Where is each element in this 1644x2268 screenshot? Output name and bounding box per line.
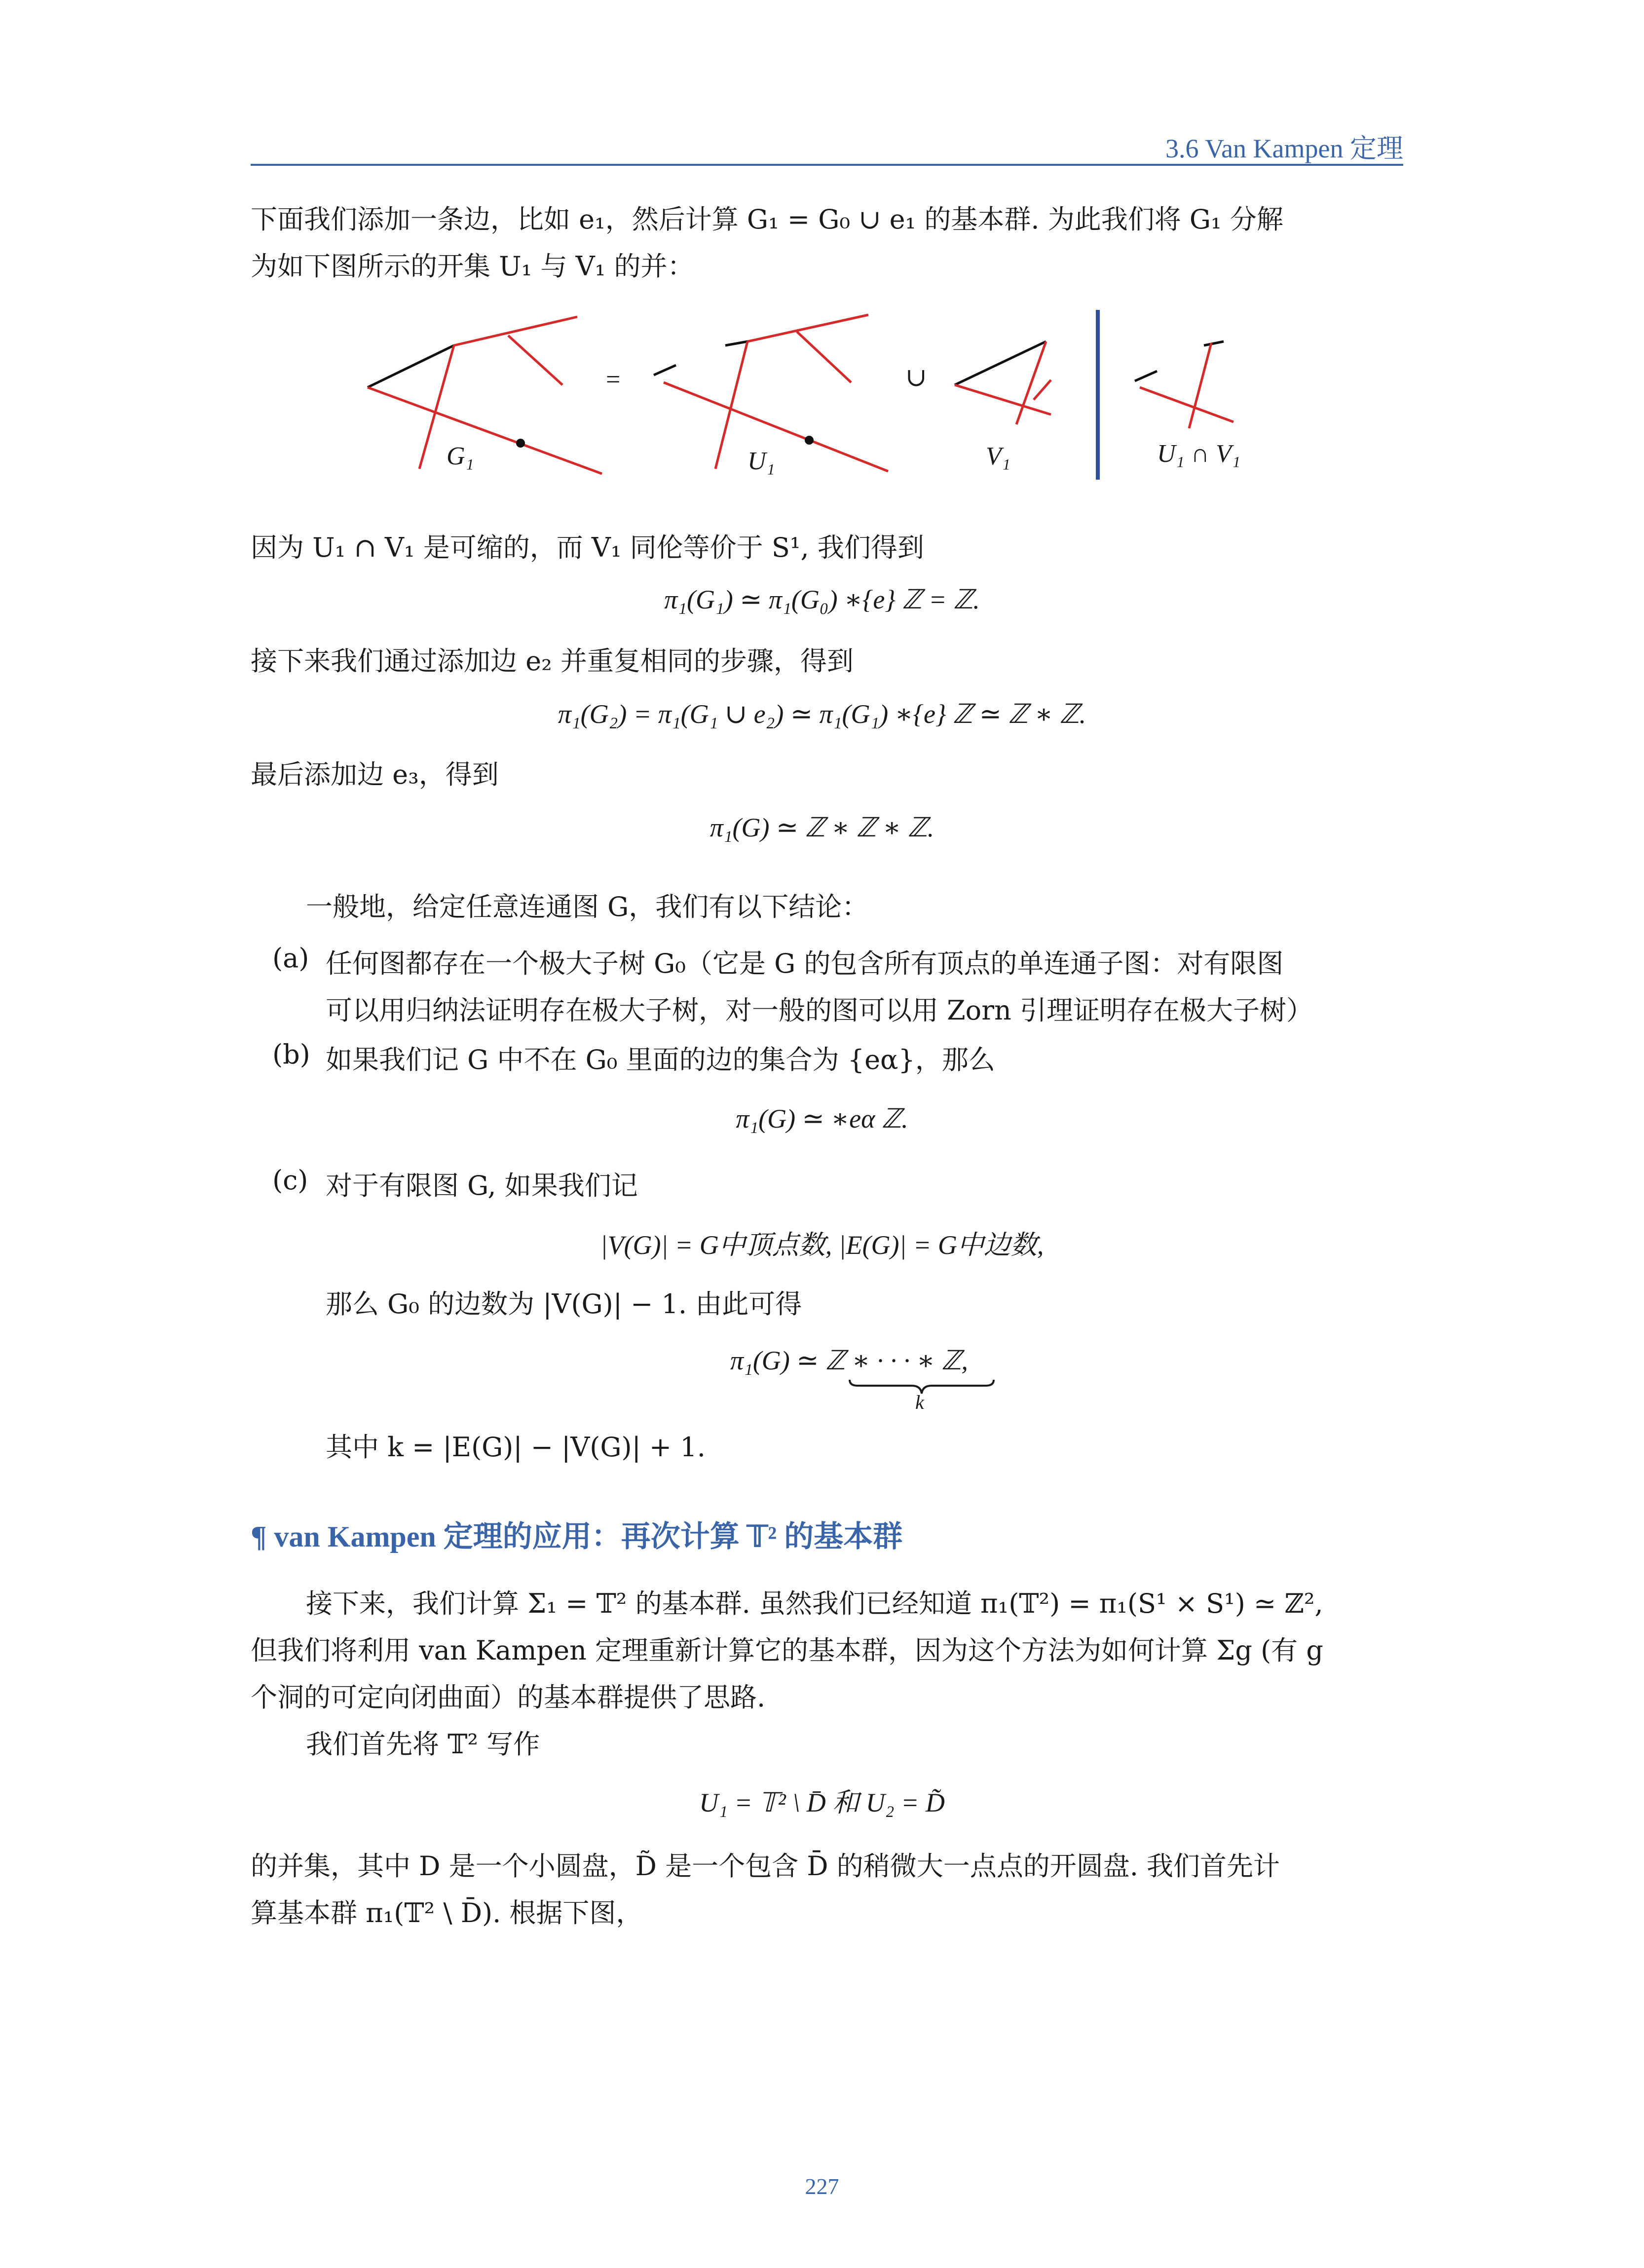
g1-red-edge bbox=[368, 387, 602, 474]
text-last: 最后添加边 e₃，得到 bbox=[251, 759, 499, 790]
section-p3-line-2: 算基本群 π₁(𝕋² \ D̄). 根据下图， bbox=[251, 1897, 643, 1928]
running-header: 3.6 Van Kampen 定理 bbox=[1165, 134, 1403, 163]
section-p3-line-1: 的并集，其中 D 是一个小圆盘，D̃ 是一个包含 D̄ 的稍微大一点点的开圆盘. 我们首先计 bbox=[251, 1851, 1280, 1882]
cap-red-edge bbox=[1189, 343, 1211, 428]
item-c-label: (c) bbox=[272, 1165, 308, 1196]
graph-u1-cap-v1 bbox=[1135, 341, 1233, 428]
item-c-line-3: 其中 k = |E(G)| − |V(G)| + 1. bbox=[326, 1432, 706, 1463]
equation-2: π₁(G₂) = π₁(G₁ ∪ e₂) ≃ π₁(G₁) ∗{e} ℤ ≃ ℤ ∗ ℤ. bbox=[558, 699, 1086, 729]
v1-red-edge bbox=[955, 385, 1051, 415]
u1-red-edge bbox=[747, 315, 868, 341]
graph-v1 bbox=[955, 341, 1051, 424]
equals-sign: = bbox=[606, 366, 621, 394]
header-rule bbox=[251, 164, 1403, 166]
eq2-right: , bbox=[961, 1346, 968, 1375]
section-heading: ¶ van Kampen 定理的应用：再次计算 𝕋² 的基本群 bbox=[251, 1520, 903, 1553]
equation-1: π₁(G₁) ≃ π₁(G₀) ∗{e} ℤ = ℤ. bbox=[664, 585, 980, 614]
item-b-equation: π₁(G) ≃ ∗eα ℤ. bbox=[736, 1104, 908, 1134]
label-u1: U₁ bbox=[747, 447, 775, 475]
section-p2: 我们首先将 𝕋² 写作 bbox=[306, 1729, 540, 1760]
label-g1: G₁ bbox=[447, 442, 474, 470]
eq2-underbraced: ℤ ∗ · · · ∗ ℤ bbox=[825, 1346, 962, 1375]
g1-black-edge bbox=[368, 345, 454, 387]
u1-red-edge bbox=[797, 332, 851, 382]
text-general: 一般地，给定任意连通图 G，我们有以下结论： bbox=[306, 891, 869, 922]
item-c-equation-2 bbox=[730, 1345, 968, 1376]
union-sign: ∪ bbox=[905, 364, 927, 392]
item-a-line-2: 可以用归纳法证明存在极大子树，对一般的图可以用 Zorn 引理证明存在极大子树） bbox=[326, 995, 1313, 1026]
g1-red-edge bbox=[508, 336, 562, 385]
g1-vertex bbox=[516, 439, 525, 448]
graph-g1 bbox=[368, 317, 602, 474]
intro-line-2: 为如下图所示的开集 U₁ 与 V₁ 的并： bbox=[251, 251, 694, 282]
section-p1-line-3: 个洞的可定向闭曲面）的基本群提供了思路. bbox=[251, 1682, 766, 1713]
graph-decomposition-figure bbox=[0, 296, 1644, 503]
page-number: 227 bbox=[805, 2174, 839, 2199]
u1-black-edge bbox=[725, 341, 747, 345]
item-c-equation: |V(G)| = G中顶点数, |E(G)| = G中边数, bbox=[600, 1230, 1044, 1260]
v1-red-edge bbox=[1034, 380, 1051, 400]
item-b-line-1: 如果我们记 G 中不在 G₀ 里面的边的集合为 {eα}，那么 bbox=[326, 1044, 995, 1075]
item-c-line-2: 那么 G₀ 的边数为 |V(G)| − 1. 由此可得 bbox=[326, 1288, 802, 1320]
eq2-left: π₁(G) ≃ bbox=[730, 1346, 826, 1375]
section-equation-u: U₁ = 𝕋² \ D̄ 和 U₂ = D̃ bbox=[699, 1788, 945, 1817]
label-v1: V₁ bbox=[986, 442, 1010, 470]
equation-3: π₁(G) ≃ ℤ ∗ ℤ ∗ ℤ. bbox=[710, 813, 934, 842]
item-a-label: (a) bbox=[272, 943, 309, 974]
cap-red-edge bbox=[1140, 387, 1233, 422]
u1-red-edge bbox=[664, 382, 888, 471]
cap-black-edge bbox=[1135, 371, 1157, 381]
text-next: 接下来我们通过添加边 e₂ 并重复相同的步骤，得到 bbox=[251, 645, 854, 677]
label-u1-cap-v1: U₁ ∩ V₁ bbox=[1157, 440, 1241, 468]
cap-black-edge bbox=[1204, 341, 1224, 345]
underbrace-k: k bbox=[915, 1391, 924, 1413]
item-b-label: (b) bbox=[272, 1039, 310, 1070]
u1-black-edge bbox=[654, 365, 676, 375]
item-c-line-1: 对于有限图 G, 如果我们记 bbox=[326, 1170, 638, 1201]
item-a-line-1: 任何图都存在一个极大子树 G₀（它是 G 的包含所有顶点的单连通子图：对有限图 bbox=[326, 948, 1284, 979]
section-p1-line-2: 但我们将利用 van Kampen 定理重新计算它的基本群，因为这个方法为如何计算 Σg (有 g bbox=[251, 1635, 1323, 1666]
intro-line-1: 下面我们添加一条边，比如 e₁，然后计算 G₁ = G₀ ∪ e₁ 的基本群. 为此我们将 G₁ 分解 bbox=[251, 204, 1283, 235]
section-p1-line-1: 接下来，我们计算 Σ₁ = 𝕋² 的基本群. 虽然我们已经知道 π₁(𝕋²) = π₁(S¹ × S¹) ≃ ℤ², bbox=[306, 1588, 1323, 1619]
u1-vertex bbox=[805, 436, 814, 445]
text-because: 因为 U₁ ∩ V₁ 是可缩的，而 V₁ 同伦等价于 S¹, 我们得到 bbox=[251, 532, 924, 563]
